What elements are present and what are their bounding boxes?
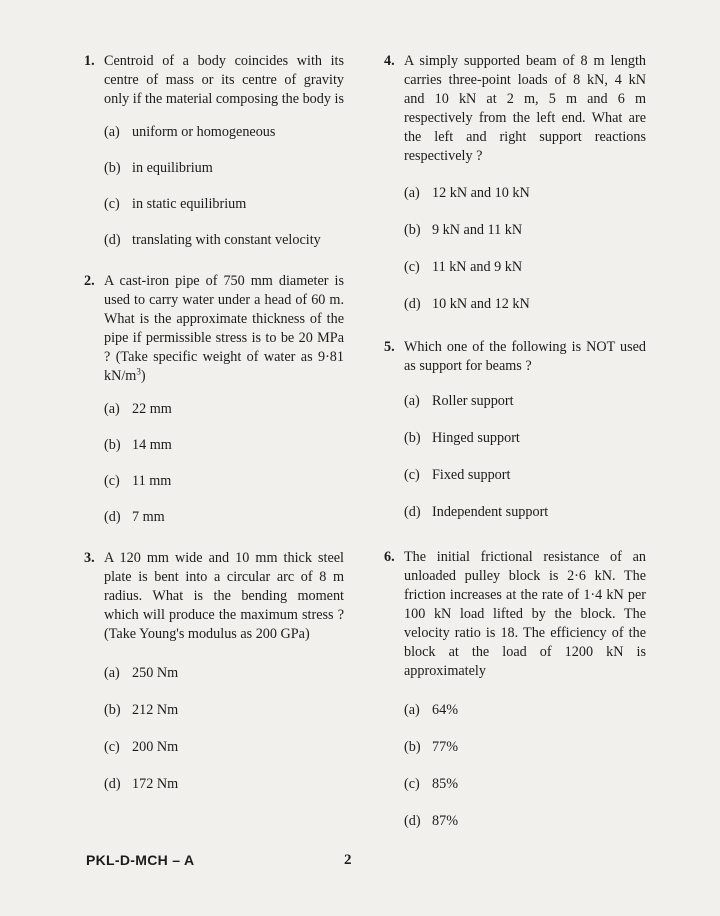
option-label: (b) [104,702,121,718]
option-d[interactable] [404,812,646,831]
option-a[interactable] [104,123,344,142]
option-text: in equilibrium [132,160,213,176]
option-d[interactable] [104,775,344,794]
question-3 [84,549,344,794]
question-number: 1. [84,53,95,69]
option-label: (b) [404,739,421,755]
option-label: (a) [104,124,120,140]
option-text: 172 Nm [132,776,179,792]
question-6 [384,548,646,831]
option-text: Fixed support [432,467,511,483]
option-a[interactable] [104,664,344,683]
option-text: in static equilibrium [132,196,247,212]
option-d[interactable] [104,508,344,527]
option-label: (c) [404,259,420,275]
option-label: (d) [404,504,421,520]
option-text: 11 kN and 9 kN [432,259,523,275]
option-b[interactable] [404,429,646,448]
left-column [84,52,344,794]
option-text: Roller support [432,393,514,409]
option-d[interactable] [404,295,646,314]
option-label: (d) [404,296,421,312]
question-number: 3. [84,550,95,566]
option-text: 250 Nm [132,665,179,681]
page-number: 2 [344,852,352,868]
superscript: 3 [136,366,141,377]
right-column [384,52,646,831]
option-b[interactable] [404,738,646,757]
question-number: 6. [384,549,395,565]
option-text: 22 mm [132,401,172,417]
option-a[interactable] [404,184,646,203]
option-b[interactable] [104,436,344,455]
option-a[interactable] [404,701,646,720]
option-label: (a) [404,393,420,409]
option-text: 10 kN and 12 kN [432,296,530,312]
option-label: (c) [104,739,120,755]
option-text: 77% [432,739,459,755]
option-label: (d) [404,813,421,829]
option-label: (a) [404,702,420,718]
option-a[interactable] [104,400,344,419]
option-label: (c) [104,196,120,212]
option-text: 11 mm [132,473,172,489]
question-text: Which one of the following is NOT used as support for beams ? [404,339,646,374]
option-text: Independent support [432,504,549,520]
option-list [104,400,344,527]
option-label: (b) [104,437,121,453]
option-label: (b) [104,160,121,176]
question-number: 2. [84,273,95,289]
option-d[interactable] [404,503,646,522]
option-b[interactable] [104,159,344,178]
option-label: (c) [404,776,420,792]
option-text: 212 Nm [132,702,179,718]
option-label: (c) [104,473,120,489]
question-4 [384,52,646,314]
option-text: 87% [432,813,459,829]
question-number: 4. [384,53,395,69]
option-list [104,664,344,794]
option-list [404,392,646,522]
option-text: 64% [432,702,459,718]
option-list [404,701,646,831]
option-label: (b) [404,222,421,238]
option-text: 12 kN and 10 kN [432,185,530,201]
option-b[interactable] [404,221,646,240]
option-label: (c) [404,467,420,483]
option-text: 85% [432,776,459,792]
paper-code: PKL-D-MCH – A [86,852,195,868]
question-text: A 120 mm wide and 10 mm thick steel plate is bent into a circular arc of 8 m radius. What is the bending moment which will produce the maximum stress ? (Take Young's modulus as 200 GPa) [104,550,344,642]
option-text: 200 Nm [132,739,179,755]
option-label: (b) [404,430,421,446]
question-text: The initial frictional resistance of an unloaded pulley block is 2·6 kN. The friction increases at the rate of 1·4 kN per 100 kN load lifted by the block. The velocity ratio is 18. The efficiency of the block at the load of 1200 kN is approximately [404,549,646,679]
option-text: translating with constant velocity [132,232,321,248]
option-c[interactable] [104,472,344,491]
option-label: (a) [104,401,120,417]
option-label: (a) [104,665,120,681]
option-c[interactable] [404,466,646,485]
option-text: 14 mm [132,437,172,453]
option-list [404,184,646,314]
option-label: (d) [104,509,121,525]
option-text: Hinged support [432,430,520,446]
question-number: 5. [384,339,395,355]
question-text: A simply supported beam of 8 m length carries three-point loads of 8 kN, 4 kN and 10 kN at 2 m, 5 m and 6 m respectively from the left end. What are the left and right support reactions respectively ? [404,53,646,164]
option-list [104,123,344,250]
question-text-end: ) [140,368,146,384]
option-c[interactable] [404,258,646,277]
option-c[interactable] [404,775,646,794]
question-text-main: A cast-iron pipe of 750 mm diameter is used to carry water under a head of 60 m. What is the approximate thickness of the pipe if permissible stress is to be 20 MPa ? (Take specific weight of water as 9·81 kN/m [104,273,344,384]
question-text: Centroid of a body coincides with its centre of mass or its centre of gravity only if the material composing the body is [104,53,344,107]
option-text: 9 kN and 11 kN [432,222,523,238]
question-5 [384,338,646,522]
option-a[interactable] [404,392,646,411]
option-text: 7 mm [132,509,165,525]
option-c[interactable] [104,195,344,214]
option-b[interactable] [104,701,344,720]
question-text [104,272,344,386]
option-text: uniform or homogeneous [132,124,276,140]
option-d[interactable] [104,231,344,250]
option-c[interactable] [104,738,344,757]
option-label: (d) [104,232,121,248]
question-2 [84,272,344,527]
question-1 [84,52,344,250]
option-label: (d) [104,776,121,792]
option-label: (a) [404,185,420,201]
